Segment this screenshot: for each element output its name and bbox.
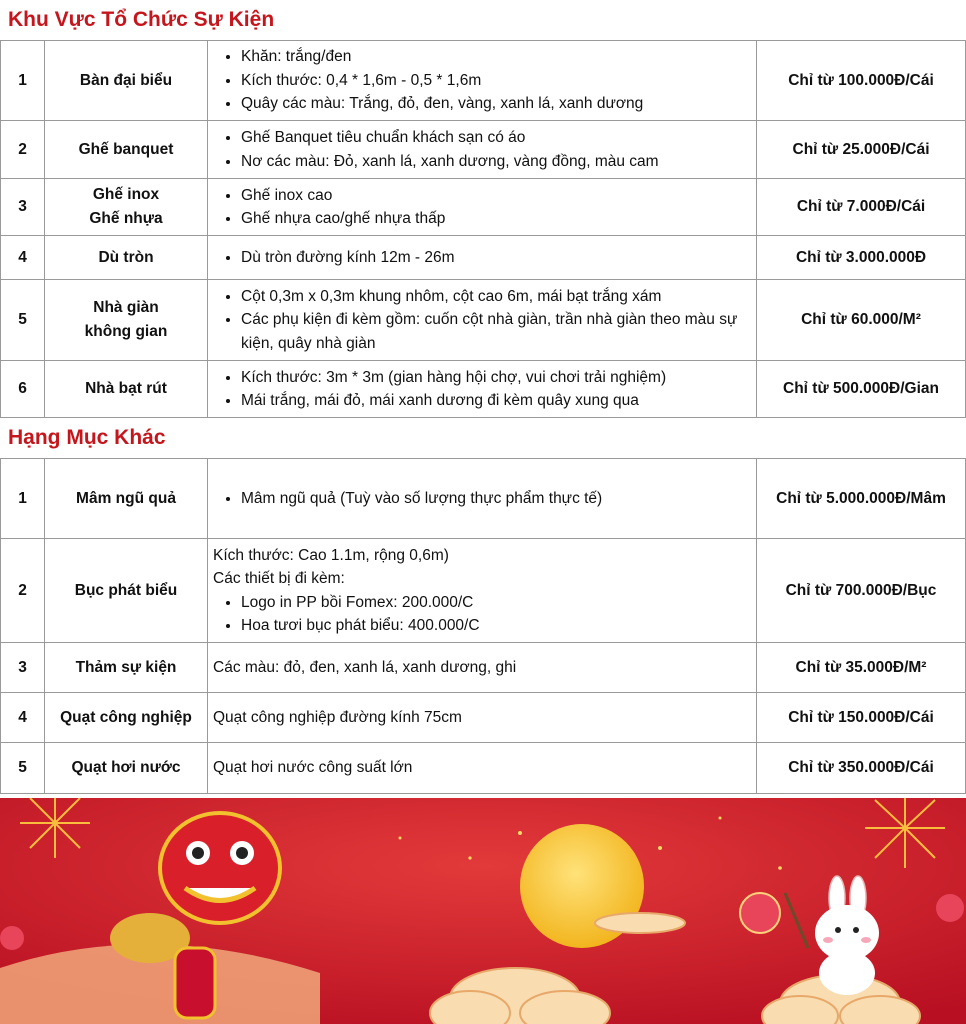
description-list [213,591,756,638]
item-name [45,121,208,179]
row-number: 3 [1,643,45,693]
item-price: Chỉ từ 3.000.000Đ [757,236,966,280]
description-bullet: • Dù tròn đường kính 12m - 26m [241,246,756,270]
item-name-line: Bàn đại biểu [79,71,173,89]
description-list [213,366,756,413]
item-price: Chỉ từ 60.000/M² [757,280,966,361]
row-number: 6 [1,361,45,418]
row-number: 1 [1,459,45,539]
item-description [208,280,757,361]
description-bullet: • Cột 0,3m x 0,3m khung nhôm, cột cao 6m, mái bạt trắng xám [241,285,756,309]
item-price: Chỉ từ 100.000Đ/Cái [757,41,966,121]
row-number: 1 [1,41,45,121]
description-bullet: • Quây các màu: Trắng, đỏ, đen, vàng, xanh lá, xanh dương [241,92,756,116]
row-number: 4 [1,236,45,280]
description-line: Kích thước: Cao 1.1m, rộng 0,6m) [213,546,449,564]
section-1-title: Khu Vực Tổ Chức Sự Kiện [8,8,275,31]
item-name [45,41,208,121]
item-name [45,743,208,794]
table-row [1,236,966,280]
description-bullet: • Kích thước: 3m * 3m (gian hàng hội chợ, vui chơi trải nghiệm) [241,366,756,390]
item-name-line: Nhà bạt rút [85,380,167,397]
table-row [1,361,966,418]
item-name-line: không gian [84,323,168,340]
item-price: Chỉ từ 150.000Đ/Cái [757,693,966,743]
item-name [45,179,208,236]
table-row [1,539,966,643]
item-name [45,693,208,743]
item-description [208,41,757,121]
item-name [45,361,208,418]
row-number: 3 [1,179,45,236]
description-bullet: • Ghế nhựa cao/ghế nhựa thấp [241,207,756,231]
description-bullet: • Khăn: trắng/đen [241,45,756,69]
row-number: 2 [1,539,45,643]
item-price: Chỉ từ 350.000Đ/Cái [757,743,966,794]
item-price: Chỉ từ 35.000Đ/M² [757,643,966,693]
item-name-line: Dù tròn [98,248,154,266]
description-list [213,184,756,231]
item-description [208,361,757,418]
item-price: Chỉ từ 5.000.000Đ/Mâm [757,459,966,539]
item-name [45,236,208,280]
description-list [213,126,756,173]
item-name [45,459,208,539]
table-row [1,459,966,539]
table-row [1,41,966,121]
description-bullet: • Ghế Banquet tiêu chuẩn khách sạn có áo [241,126,756,150]
row-number: 5 [1,743,45,794]
item-price: Chỉ từ 500.000Đ/Gian [757,361,966,418]
description-list [213,487,756,511]
table-row [1,179,966,236]
item-description [208,121,757,179]
item-name [45,539,208,643]
item-description [208,236,757,280]
description-list [213,45,756,116]
description-bullet: • Ghế inox cao [241,184,756,208]
description-line: Quạt hơi nước công suất lớn [213,759,413,777]
description-bullet: • Mâm ngũ quả (Tuỳ vào số lượng thực phẩm thực tế) [241,487,756,511]
item-name [45,643,208,693]
mid-autumn-illustration [0,798,966,1024]
row-number: 5 [1,280,45,361]
table-row [1,743,966,794]
item-name [45,280,208,361]
item-name-line: Quạt hơi nước [71,759,181,776]
item-name-line: Bục phát biểu [74,581,178,599]
description-line: Quạt công nghiệp đường kính 75cm [213,708,462,726]
item-price: Chỉ từ 700.000Đ/Bục [757,539,966,643]
item-description [208,179,757,236]
description-bullet: • Nơ các màu: Đỏ, xanh lá, xanh dương, vàng đồng, màu cam [241,150,756,174]
lantern-icon [740,893,780,933]
item-name-line: Thảm sự kiện [75,658,177,676]
festival-banner [0,798,966,1024]
item-name-line: Quạt công nghiệp [60,708,192,726]
row-number: 2 [1,121,45,179]
section-1-table [0,40,966,418]
item-name-line: Ghế banquet [78,140,174,158]
description-line: Các màu: đỏ, đen, xanh lá, xanh dương, ghi [213,658,517,676]
item-name-line: Nhà giàn [93,299,159,316]
item-description [208,539,757,643]
lantern-right-icon [936,894,964,922]
lantern-left-icon [0,926,24,950]
description-line: Các thiết bị đi kèm: [213,570,345,587]
item-description [208,643,757,693]
description-bullet: • Hoa tươi bục phát biểu: 400.000/C [241,614,756,638]
table-row [1,643,966,693]
table-row [1,121,966,179]
section-2-table [0,458,966,794]
item-name-line: Ghế inox [92,186,160,203]
item-name-line: Mâm ngũ quả [76,489,176,507]
item-price: Chỉ từ 7.000Đ/Cái [757,179,966,236]
row-number: 4 [1,693,45,743]
description-bullet: • Kích thước: 0,4 * 1,6m - 0,5 * 1,6m [241,69,756,93]
item-description [208,743,757,794]
item-price: Chỉ từ 25.000Đ/Cái [757,121,966,179]
section-2-title: Hạng Mục Khác [8,426,166,449]
table-row [1,693,966,743]
description-list [213,246,756,270]
table-row [1,280,966,361]
item-description [208,459,757,539]
description-list [213,285,756,356]
item-description [208,693,757,743]
description-bullet: • Mái trắng, mái đỏ, mái xanh dương đi kèm quây xung qua [241,389,756,413]
item-name-line: Ghế nhựa [89,210,163,227]
description-bullet: • Logo in PP bồi Fomex: 200.000/C [241,591,756,615]
description-bullet: • Các phụ kiện đi kèm gồm: cuốn cột nhà giàn, trần nhà giàn theo màu sự kiện, quây nhà giàn [241,308,756,355]
